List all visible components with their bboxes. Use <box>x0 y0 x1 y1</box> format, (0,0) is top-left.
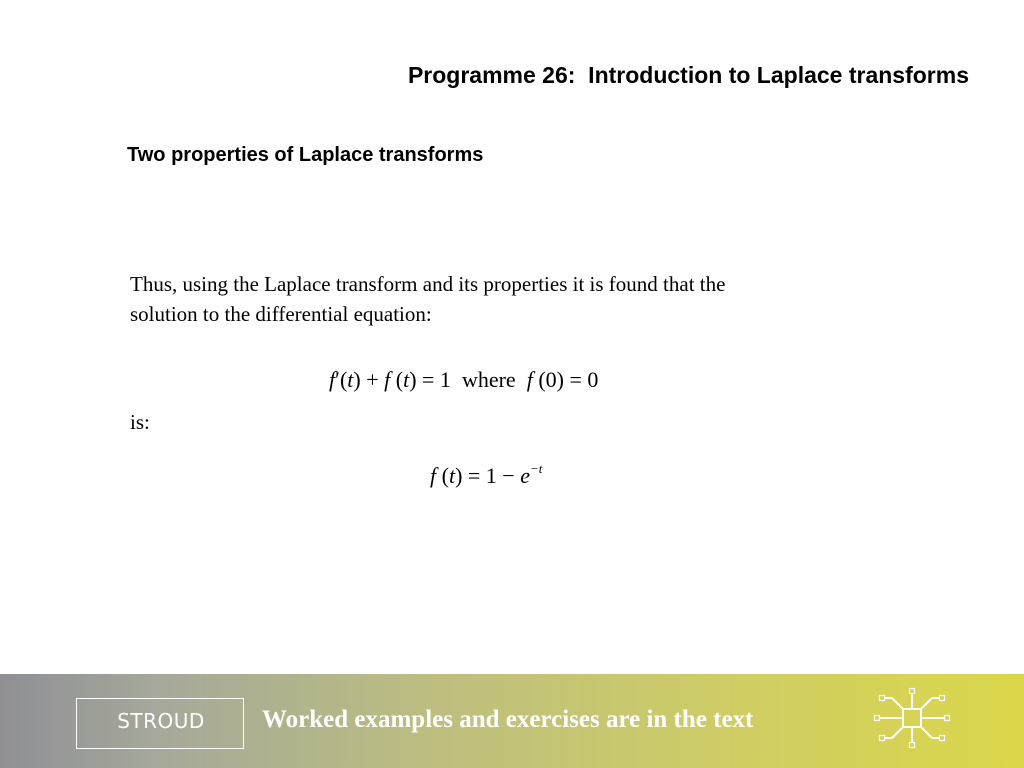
eq2-t: t <box>448 463 456 488</box>
eq1-f1: f <box>329 367 336 392</box>
programme-title: Programme 26: Introduction to Laplace transforms <box>407 62 969 88</box>
eq1-f2: f <box>384 367 391 392</box>
stroud-brand: STROUD <box>117 709 205 733</box>
eq1-plus: ) + <box>353 367 385 392</box>
eq1-open2: ( <box>390 367 404 392</box>
network-node-icon <box>870 686 954 750</box>
solution-equation <box>430 461 542 489</box>
eq1-prime: ′( <box>335 367 348 392</box>
stroud-logo-box <box>76 698 244 749</box>
eq1-initial-condition: (0) = 0 <box>532 367 599 392</box>
differential-equation <box>329 367 598 393</box>
eq2-e: e <box>520 463 530 488</box>
eq2-rhs: ) = 1 − <box>455 463 521 488</box>
eq1-equals-one: ) = 1 <box>409 367 462 392</box>
eq1-t2: t <box>403 367 410 392</box>
intro-line-1: Thus, using the Laplace transform and its properties it is found that the <box>130 272 726 296</box>
intro-line-2: solution to the differential equation: <box>130 302 432 326</box>
footer-tagline: Worked examples and exercises are in the text <box>262 706 754 733</box>
is-label: is: <box>130 410 150 434</box>
eq1-t1: t <box>347 367 354 392</box>
intro-paragraph <box>130 269 890 329</box>
eq2-f: f <box>430 463 437 488</box>
eq1-f3: f <box>526 367 533 392</box>
eq2-open: ( <box>436 463 449 488</box>
eq1-where: where <box>461 367 516 392</box>
section-title: Two properties of Laplace transforms <box>127 144 484 166</box>
eq2-exponent: −t <box>529 461 543 476</box>
footer-bar <box>0 674 1024 768</box>
